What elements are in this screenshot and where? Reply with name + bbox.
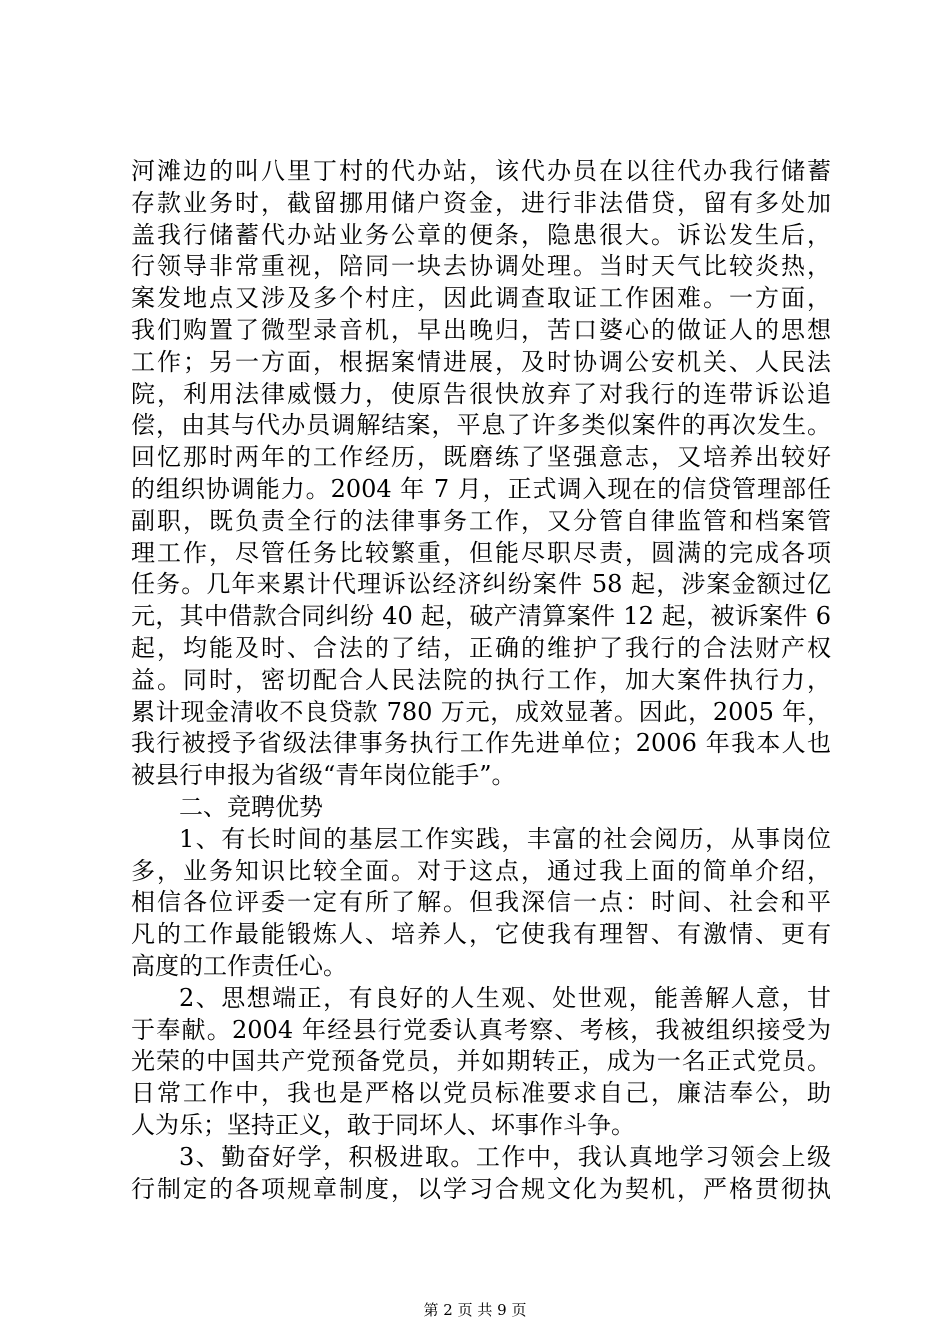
- text-line: 行领导非常重视，陪同一块去协调处理。当时天气比较炎热，: [131, 252, 831, 281]
- document-body: [131, 156, 831, 1205]
- text-line: 盖我行储蓄代办站业务公章的便条，隐患很大。诉讼发生后，: [131, 220, 831, 249]
- text-line: 院，利用法律威慑力，使原告很快放弃了对我行的连带诉讼追: [131, 379, 831, 408]
- text-line: 行制定的各项规章制度，以学习合规文化为契机，严格贯彻执: [131, 1174, 831, 1203]
- text-line: 光荣的中国共产党预备党员，并如期转正，成为一名正式党员。: [131, 1047, 831, 1076]
- text-line: 我行被授予省级法律事务执行工作先进单位；2006 年我本人也: [131, 729, 831, 758]
- text-line: 累计现金清收不良贷款 780 万元，成效显著。因此，2005 年，: [131, 697, 831, 726]
- text-line: 副职，既负责全行的法律事务工作，又分管自律监管和档案管: [131, 506, 831, 535]
- text-line: 3、勤奋好学，积极进取。工作中，我认真地学习领会上级: [179, 1142, 831, 1171]
- text-line: 二、竞聘优势: [179, 792, 323, 821]
- text-line: 高度的工作责任心。: [131, 951, 347, 980]
- text-line: 起，均能及时、合法的了结，正确的维护了我行的合法财产权: [131, 633, 831, 662]
- text-line: 案发地点又涉及多个村庄，因此调查取证工作困难。一方面，: [131, 284, 831, 313]
- text-line: 日常工作中，我也是严格以党员标准要求自己，廉洁奉公，助: [131, 1079, 831, 1108]
- text-line: 回忆那时两年的工作经历，既磨练了坚强意志，又培养出较好: [131, 443, 831, 472]
- text-line: 河滩边的叫八里丁村的代办站，该代办员在以往代办我行储蓄: [131, 157, 831, 185]
- text-line: 被县行申报为省级“青年岗位能手”。: [131, 761, 516, 790]
- text-line: 理工作，尽管任务比较繁重，但能尽职尽责，圆满的完成各项: [131, 538, 831, 567]
- text-line: 多，业务知识比较全面。对于这点，通过我上面的简单介绍，: [131, 856, 831, 885]
- text-line: 偿，由其与代办员调解结案，平息了许多类似案件的再次发生。: [131, 411, 831, 440]
- text-line: 存款业务时，截留挪用储户资金，进行非法借贷，留有多处加: [131, 188, 831, 217]
- text-line: 1、有长时间的基层工作实践，丰富的社会阅历，从事岗位: [179, 824, 831, 853]
- text-line: 凡的工作最能锻炼人、培养人，它使我有理智、有激情、更有: [131, 920, 831, 949]
- text-line: 人为乐；坚持正义，敢于同坏人、坏事作斗争。: [131, 1110, 635, 1139]
- text-line: 我们购置了微型录音机，早出晚归，苦口婆心的做证人的思想: [131, 315, 831, 344]
- page-footer: 第 2 页 共 9 页: [423, 1301, 527, 1319]
- text-line: 任务。几年来累计代理诉讼经济纠纷案件 58 起，涉案金额过亿: [131, 570, 831, 599]
- text-line: 益。同时，密切配合人民法院的执行工作，加大案件执行力，: [131, 665, 831, 694]
- text-line: 的组织协调能力。2004 年 7 月，正式调入现在的信贷管理部任: [131, 474, 831, 503]
- text-line: 相信各位评委一定有所了解。但我深信一点：时间、社会和平: [131, 888, 831, 917]
- text-line: 2、思想端正，有良好的人生观、处世观，能善解人意，甘: [179, 983, 831, 1012]
- text-line: 工作；另一方面，根据案情进展，及时协调公安机关、人民法: [131, 347, 831, 376]
- text-line: 元，其中借款合同纠纷 40 起，破产清算案件 12 起，被诉案件 6: [131, 602, 831, 631]
- text-line: 于奉献。2004 年经县行党委认真考察、考核，我被组织接受为: [131, 1015, 831, 1044]
